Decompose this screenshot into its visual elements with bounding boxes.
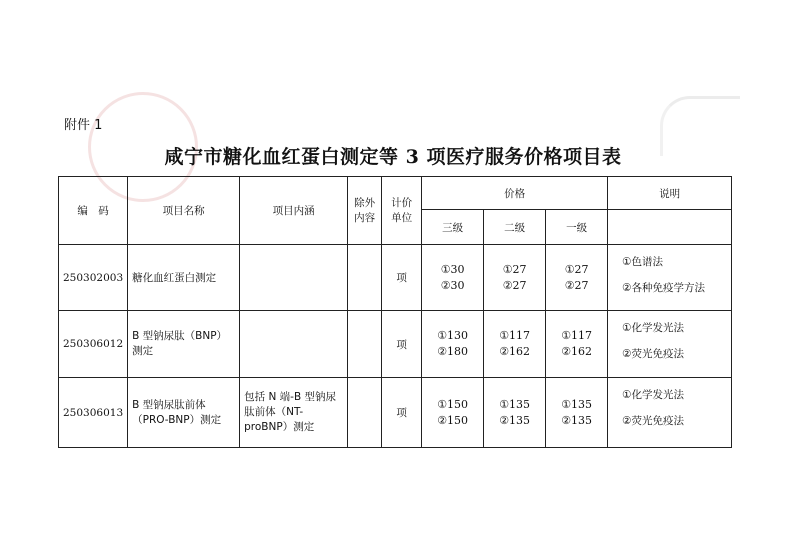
row-price-level3 (422, 245, 484, 311)
header-name: 项目名称 (128, 177, 240, 245)
price-option-2: ②135 (561, 413, 593, 427)
table-row (59, 311, 732, 378)
row-unit: 项 (382, 378, 422, 448)
row-unit: 项 (382, 245, 422, 311)
header-note-blank (608, 210, 732, 245)
price-option-1: ①30 (440, 262, 465, 276)
row-price-level3 (422, 378, 484, 448)
header-note: 说明 (608, 177, 732, 210)
row-code: 250306012 (59, 311, 128, 378)
method-1: ①色谱法 (622, 256, 664, 268)
row-note (608, 311, 732, 378)
row-price-level1 (546, 245, 608, 311)
price-option-1: ①27 (564, 262, 589, 276)
method-2: ②荧光免疫法 (622, 348, 685, 360)
header-level3: 三级 (422, 210, 484, 245)
table-row (59, 245, 732, 311)
price-option-2: ②162 (499, 345, 531, 358)
table-row (59, 378, 732, 448)
row-price-level2 (484, 311, 546, 378)
header-price: 价格 (422, 177, 608, 210)
header-code: 编 码 (59, 177, 128, 245)
row-exclusion (348, 311, 382, 378)
price-option-1: ①150 (437, 397, 469, 411)
header-exclusion: 除外内容 (348, 177, 382, 245)
price-option-2: ②27 (564, 278, 589, 292)
price-option-2: ②150 (437, 413, 469, 427)
row-exclusion (348, 245, 382, 311)
row-name: B 型钠尿肽前体（PRO-BNP）测定 (128, 378, 240, 448)
row-content (240, 311, 348, 378)
row-exclusion (348, 378, 382, 448)
method-1: ①化学发光法 (622, 322, 685, 334)
row-note (608, 378, 732, 448)
price-option-2: ②27 (502, 278, 527, 292)
price-option-2: ②135 (499, 413, 531, 427)
price-option-1: ①117 (499, 329, 531, 342)
price-option-1: ①135 (561, 397, 593, 411)
row-content: 包括 N 端-B 型钠尿肽前体（NT-proBNP）测定 (240, 378, 348, 448)
price-option-2: ②162 (561, 345, 593, 358)
header-content: 项目内涵 (240, 177, 348, 245)
price-option-1: ①27 (502, 262, 527, 276)
price-option-1: ①130 (437, 329, 469, 342)
row-code: 250302003 (59, 245, 128, 311)
row-content (240, 245, 348, 311)
row-price-level2 (484, 378, 546, 448)
price-option-1: ①135 (499, 397, 531, 411)
row-price-level1 (546, 378, 608, 448)
row-price-level2 (484, 245, 546, 311)
row-name: B 型钠尿肽（BNP）测定 (128, 311, 240, 378)
price-option-2: ②30 (440, 278, 465, 292)
method-1: ①化学发光法 (622, 389, 685, 401)
price-option-2: ②180 (437, 345, 469, 358)
row-price-level3 (422, 311, 484, 378)
method-2: ②荧光免疫法 (622, 415, 685, 427)
row-note (608, 245, 732, 311)
row-code: 250306013 (59, 378, 128, 448)
header-level2: 二级 (484, 210, 546, 245)
row-name: 糖化血红蛋白测定 (128, 245, 240, 311)
header-level1: 一级 (546, 210, 608, 245)
method-2: ②各种免疫学方法 (622, 282, 706, 294)
header-row-1 (59, 177, 732, 210)
price-option-1: ①117 (561, 329, 593, 342)
row-unit: 项 (382, 311, 422, 378)
attachment-label: 附件 1 (64, 118, 103, 133)
row-price-level1 (546, 311, 608, 378)
document-title: 咸宁市糖化血红蛋白测定等 3 项医疗服务价格项目表 (164, 146, 622, 168)
header-unit: 计价单位 (382, 177, 422, 245)
price-table (58, 176, 732, 448)
